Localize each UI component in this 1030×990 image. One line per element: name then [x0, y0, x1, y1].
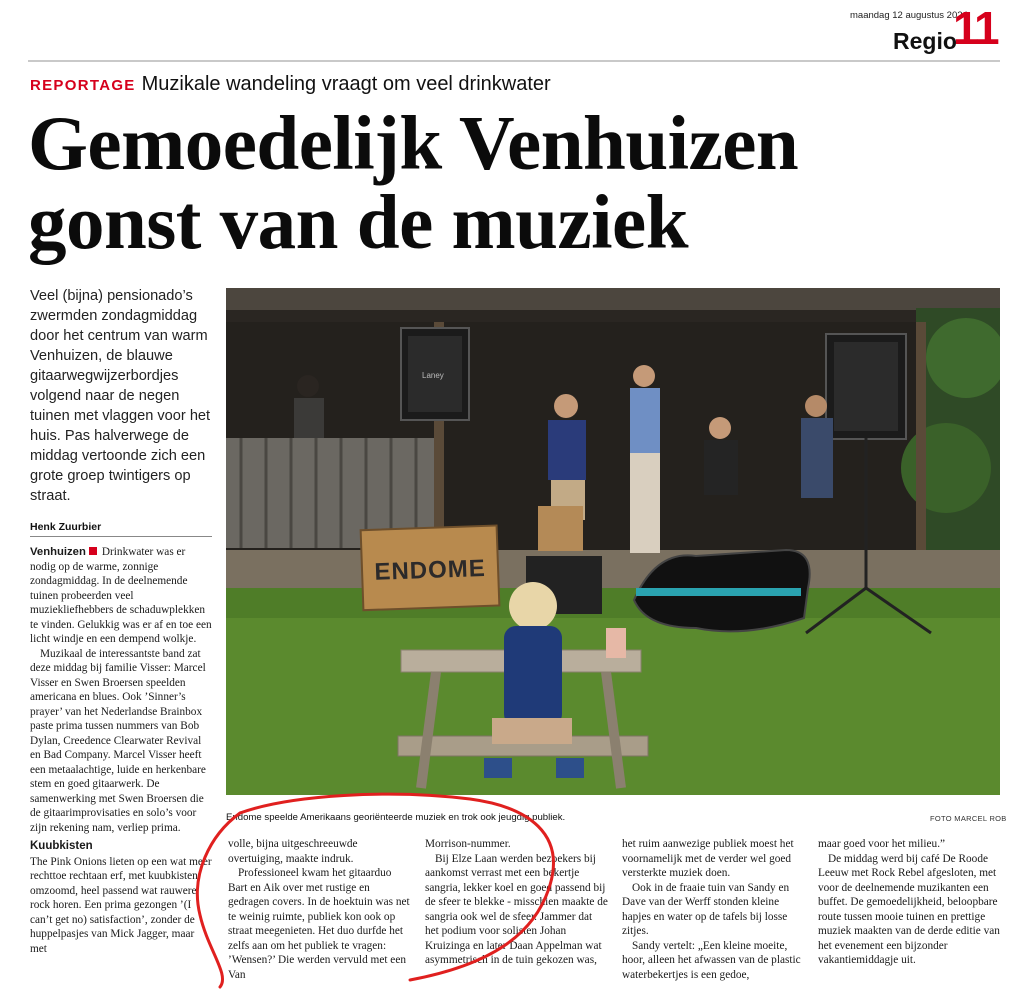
page-number: 11	[953, 2, 998, 54]
paragraph: De middag werd bij café De Roode Leeuw met Rock Rebel afgesloten, met voor de deelnemende muzikanten een buffet. De gemoedelijkheid, beloopbare route tussen mooie tuinen en prettige muziek maakten van de derde editie van het evenement een bijzonder vakantiemiddagje uit.	[818, 852, 1000, 966]
photo-credit: FOTO MARCEL ROB	[930, 814, 1007, 823]
photo-caption: Endome speelde Amerikaans georiënteerde muziek en trok ook jeugdig publiek.	[226, 812, 566, 823]
byline-rule	[30, 536, 212, 537]
kicker-subtitle: Muzikale wandeling vraagt om veel drinkwater	[141, 73, 551, 95]
article-column-5	[818, 837, 1002, 968]
article-column-3	[425, 837, 608, 968]
paragraph: volle, bijna uitgeschreeuwde overtuiging, maakte indruk.	[228, 838, 358, 865]
article-photo	[226, 288, 1000, 795]
band-garden-photo	[226, 288, 1000, 795]
article-column-4	[622, 837, 805, 982]
kicker-tag: REPORTAGE	[30, 77, 136, 94]
paragraph: maar goed voor het milieu.”	[818, 838, 946, 850]
paragraph: Sandy vertelt: „Een kleine moeite, hoor, alleen het afwassen van de plastic waterbekertjes is een gedoe,	[622, 939, 801, 981]
paragraph: Ook in de fraaie tuin van Sandy en Dave van der Werff stonden kleine hapjes en water op de tafels bij losse zitjes.	[622, 881, 790, 937]
paragraph	[30, 545, 213, 647]
paragraph-text: Drinkwater was er nodig op de warme, zonnige zondagmiddag. In de deelnemende tuinen probeerden veel muziekliefhebbers de schaduwplekken te vinden. Gelukkig was er af en toe een licht windje en een dempend wolkje.	[30, 546, 212, 645]
intro-text: Veel (bijna) pensionado’s zwermden zondagmiddag door het centrum van warm Venhuizen, de blauwe gitaarwegwijzerbordjes volgend naar de negen tuinen met vlaggen voor het huis. Pas halverwege de middag vertoonde zich een grote groep twintigers op straat.	[30, 288, 211, 504]
amp-brand-label: Laney	[422, 371, 444, 380]
article-column-2	[228, 837, 411, 982]
headline-line-2: gonst van de muziek	[28, 179, 689, 265]
headline-line-1: Gemoedelijk Venhuizen	[28, 100, 799, 186]
paragraph: The Pink Onions lieten op een wat meer rechttoe rechtaan erf, met kuubkisten omzoomd, heel passend wat rauwere rock horen. Een prima gezongen ’(I can’t get no) satisfaction’, zonder de huppelpasjes van Mick Jagger, maar met	[30, 855, 212, 955]
dateline: Venhuizen	[30, 546, 86, 558]
paragraph: Morrison-nummer.	[425, 838, 511, 850]
section-name: Regio	[893, 28, 957, 54]
paragraph: Muzikaal de interessantste band zat deze middag bij familie Visser: Marcel Visser en Swen Broersen speelden americana en blues. Ook ’Sinner’s prayer’ van het Nederlandse Brainbox paste prima tussen nummers van Bob Dylan, Creedence Clearwater Revival en Bad Company. Marcel Visser heeft een metaalachtige, luide en herkenbare stem en goed gitaarwerk. De samenwerking met Swen Broersen die de gitaarimprovisaties en solo’s voor zijn rekening nam, verliep prima.	[30, 647, 206, 834]
paragraph: Professioneel kwam het gitaarduo Bart en Aik over met rustige en gedragen covers. In de hoektuin was net te weinig ruimte, publiek kon ook op straat meegenieten. Het duo durfde het zelfs aan om het publiek te vragen: ’Wensen?’ Die werden vervuld met een Van	[228, 867, 410, 981]
paragraph: Bij Elze Laan werden bezoekers bij aankomst verrast met een bekertje sangria, lekker koel en goed passend bij de sfeer te blekke - misschien maakte de sangria ook wel de sfeer. Jammer dat het podium voor solisten Johan Kruizinga en later Daan Appelman wat asymmetrisch in de tuin gekozen was,	[425, 852, 608, 966]
dateline-square-icon	[89, 547, 97, 555]
byline: Henk Zuurbier	[30, 521, 102, 533]
subheading: Kuubkisten	[30, 840, 93, 852]
headline	[28, 100, 1018, 265]
issue-date: maandag 12 augustus 2024	[850, 10, 968, 21]
paragraph: het ruim aanwezige publiek moest het voornamelijk met de verder wel goed versterkte muziek doen.	[622, 838, 794, 879]
header-rule	[28, 60, 1000, 62]
article-column-1	[30, 545, 213, 956]
band-sign-text: ENDOME	[373, 554, 487, 586]
kicker	[30, 73, 551, 96]
